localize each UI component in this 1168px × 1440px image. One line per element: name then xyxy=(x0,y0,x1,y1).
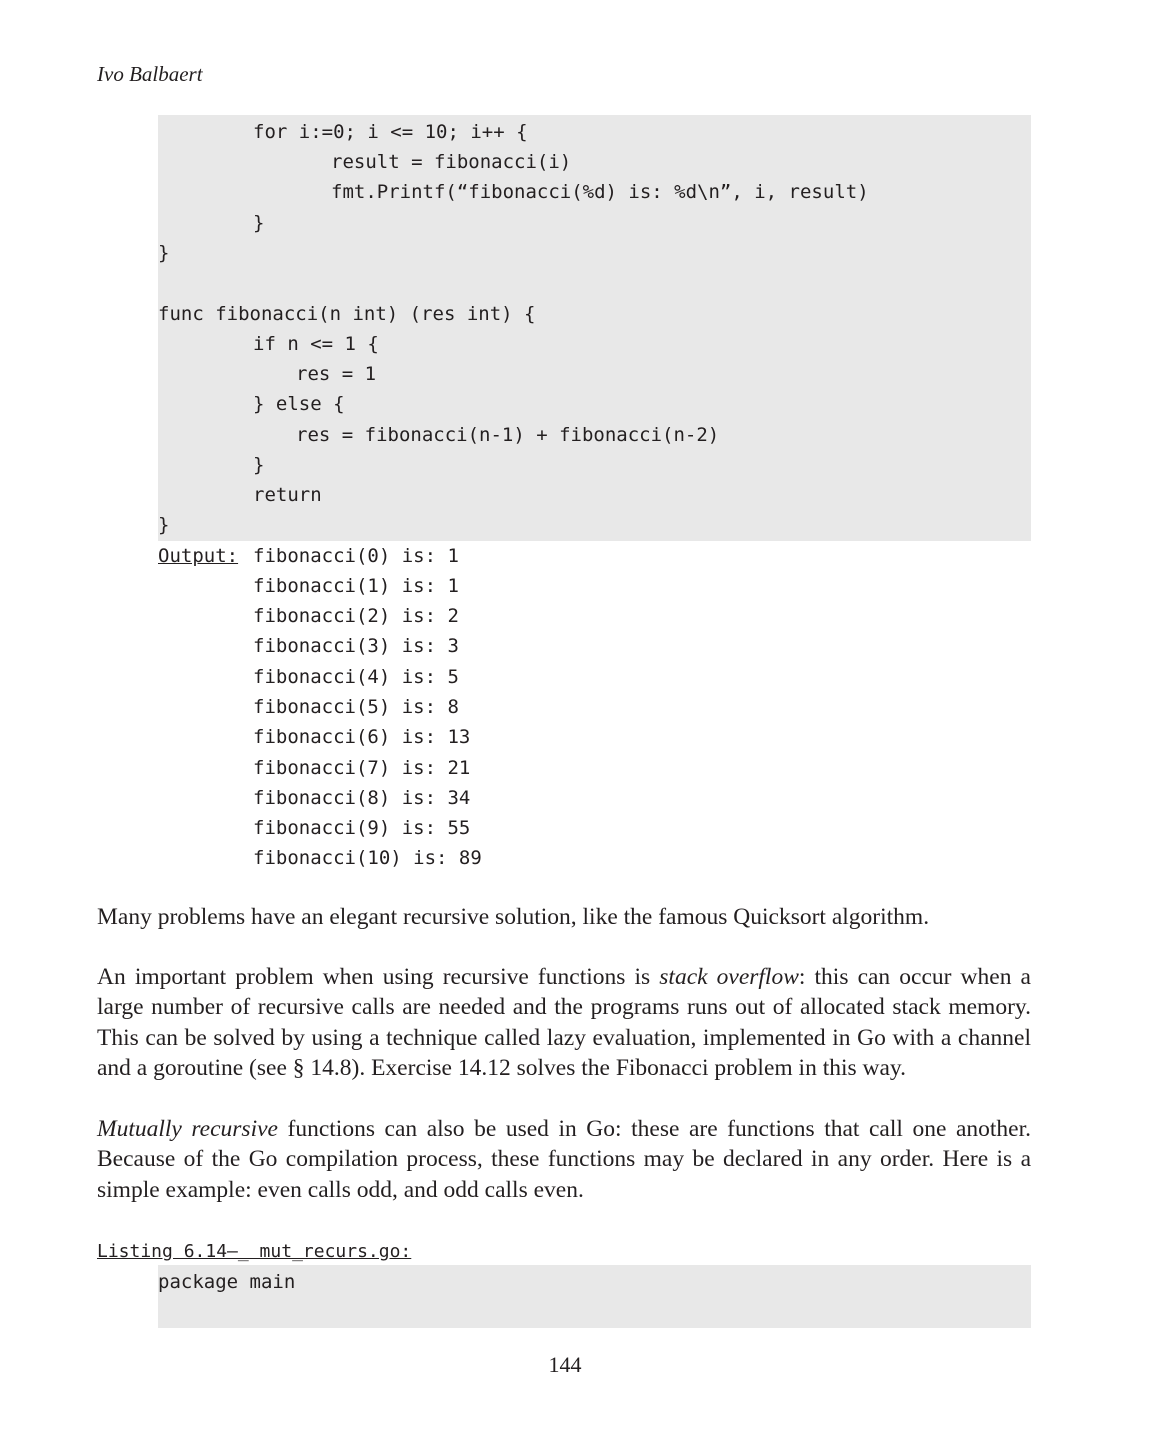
code-line: for i:=0; i <= 10; i++ { xyxy=(253,121,528,143)
code-line: func fibonacci(n int) (res int) { xyxy=(158,303,536,325)
stack-overflow-term: stack overflow xyxy=(659,964,799,990)
code-line: result = fibonacci(i) xyxy=(331,151,572,173)
output-line: fibonacci(2) is: 2 xyxy=(253,605,459,627)
code-line: } xyxy=(158,242,170,264)
listing-caption: Listing 6.14—_ mut_recurs.go: xyxy=(97,1241,412,1262)
output-line: fibonacci(6) is: 13 xyxy=(253,726,471,748)
output-label: Output: xyxy=(158,545,239,567)
output-line: fibonacci(1) is: 1 xyxy=(253,575,459,597)
output-line: fibonacci(0) is: 1 xyxy=(253,545,459,567)
code-line: } xyxy=(158,514,170,536)
paragraph-mutually-recursive: Mutually recursive functions can also be used in Go: these are functions that call one another. Because of the Go compilation process, these functions may be declared in any order. Here is a simple example: even calls odd, and odd calls even. xyxy=(97,1116,1031,1203)
output-line: fibonacci(10) is: 89 xyxy=(253,847,482,869)
page-number: 144 xyxy=(548,1352,582,1377)
output-line: fibonacci(3) is: 3 xyxy=(253,635,459,657)
code-line: res = fibonacci(n-1) + fibonacci(n-2) xyxy=(296,424,720,446)
code-line: return xyxy=(253,484,322,506)
code-line: } xyxy=(253,212,265,234)
output-line: fibonacci(8) is: 34 xyxy=(253,787,471,809)
output-line: fibonacci(4) is: 5 xyxy=(253,666,459,688)
code-line: } xyxy=(253,454,265,476)
paragraph-stack-overflow: An important problem when using recursive functions is stack overflow: this can occur when a large number of recursive calls are needed and the programs runs out of allocated stack memory. This can be solved by using a technique called lazy evaluation, implemented in Go with a channel and a goroutine (see § 14.8). Exercise 14.12 solves the Fibonacci problem in this way. xyxy=(97,964,1031,1081)
code-line: fmt.Printf(“fibonacci(%d) is: %d\n”, i, result) xyxy=(331,181,869,203)
code-line: } else { xyxy=(253,393,345,415)
running-header-author: Ivo Balbaert xyxy=(97,62,203,86)
mutually-recursive-term: Mutually recursive xyxy=(97,1116,278,1142)
output-line: fibonacci(7) is: 21 xyxy=(253,757,471,779)
code-line: if n <= 1 { xyxy=(253,333,379,355)
code-line: res = 1 xyxy=(296,363,377,385)
code-line: package main xyxy=(158,1271,296,1293)
output-line: fibonacci(5) is: 8 xyxy=(253,696,459,718)
paragraph-quicksort: Many problems have an elegant recursive solution, like the famous Quicksort algorithm. xyxy=(97,904,930,930)
output-line: fibonacci(9) is: 55 xyxy=(253,817,471,839)
